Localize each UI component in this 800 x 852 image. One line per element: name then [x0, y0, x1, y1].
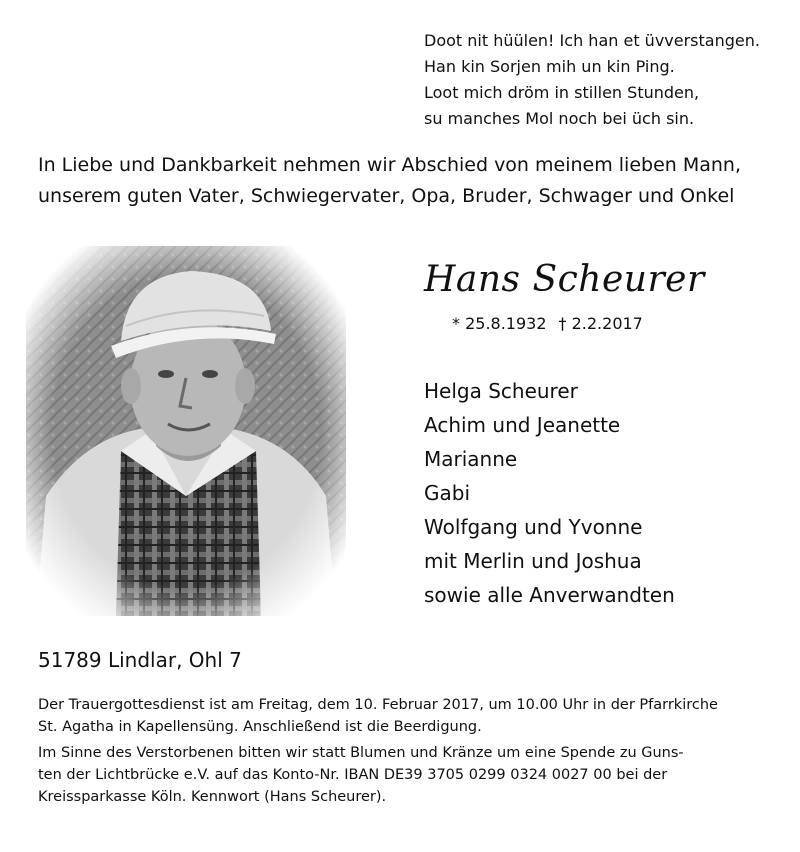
donation-info	[38, 742, 778, 808]
death-date: † 2.2.2017	[558, 314, 643, 333]
service-line: St. Agatha in Kapellensüng. Anschließend ist die Beerdigung.	[38, 719, 482, 735]
mourner: sowie alle Anverwandten	[424, 583, 675, 607]
mourner: Wolfgang und Yvonne	[424, 515, 643, 539]
poem	[424, 28, 784, 132]
poem-line: Doot nit hüülen! Ich han et üvverstangen.	[424, 31, 760, 50]
mourner: Achim und Jeanette	[424, 413, 621, 437]
poem-line: Han kin Sorjen mih un kin Ping.	[424, 57, 675, 76]
mourner: Helga Scheurer	[424, 379, 578, 403]
birth-date: * 25.8.1932	[452, 314, 547, 333]
service-line: Der Trauergottesdienst ist am Freitag, dem 10. Februar 2017, um 10.00 Uhr in der Pfarrkirche	[38, 697, 718, 713]
poem-line: Loot mich dröm in stillen Stunden,	[424, 83, 700, 102]
portrait-photo	[26, 246, 346, 616]
donation-line: Kreissparkasse Köln. Kennwort (Hans Scheurer).	[38, 789, 387, 805]
deceased-name: Hans Scheurer	[424, 259, 705, 300]
mourner: Gabi	[424, 481, 471, 505]
life-dates	[452, 313, 643, 335]
mourner: mit Merlin und Joshua	[424, 549, 642, 573]
intro-line: In Liebe und Dankbarkeit nehmen wir Abschied von meinem lieben Mann,	[38, 154, 742, 176]
donation-line: Im Sinne des Verstorbenen bitten wir statt Blumen und Kränze um eine Spende zu Guns-	[38, 745, 684, 761]
intro-text	[38, 150, 768, 212]
mourners-list	[424, 374, 675, 612]
mourner: Marianne	[424, 447, 518, 471]
donation-line: ten der Lichtbrücke e.V. auf das Konto-Nr. IBAN DE39 3705 0299 0324 0027 00 bei der	[38, 767, 668, 783]
intro-line: unserem guten Vater, Schwiegervater, Opa, Bruder, Schwager und Onkel	[38, 185, 735, 207]
poem-line: su manches Mol noch bei üch sin.	[424, 109, 695, 128]
service-info	[38, 694, 778, 738]
address: 51789 Lindlar, Ohl 7	[38, 648, 242, 672]
